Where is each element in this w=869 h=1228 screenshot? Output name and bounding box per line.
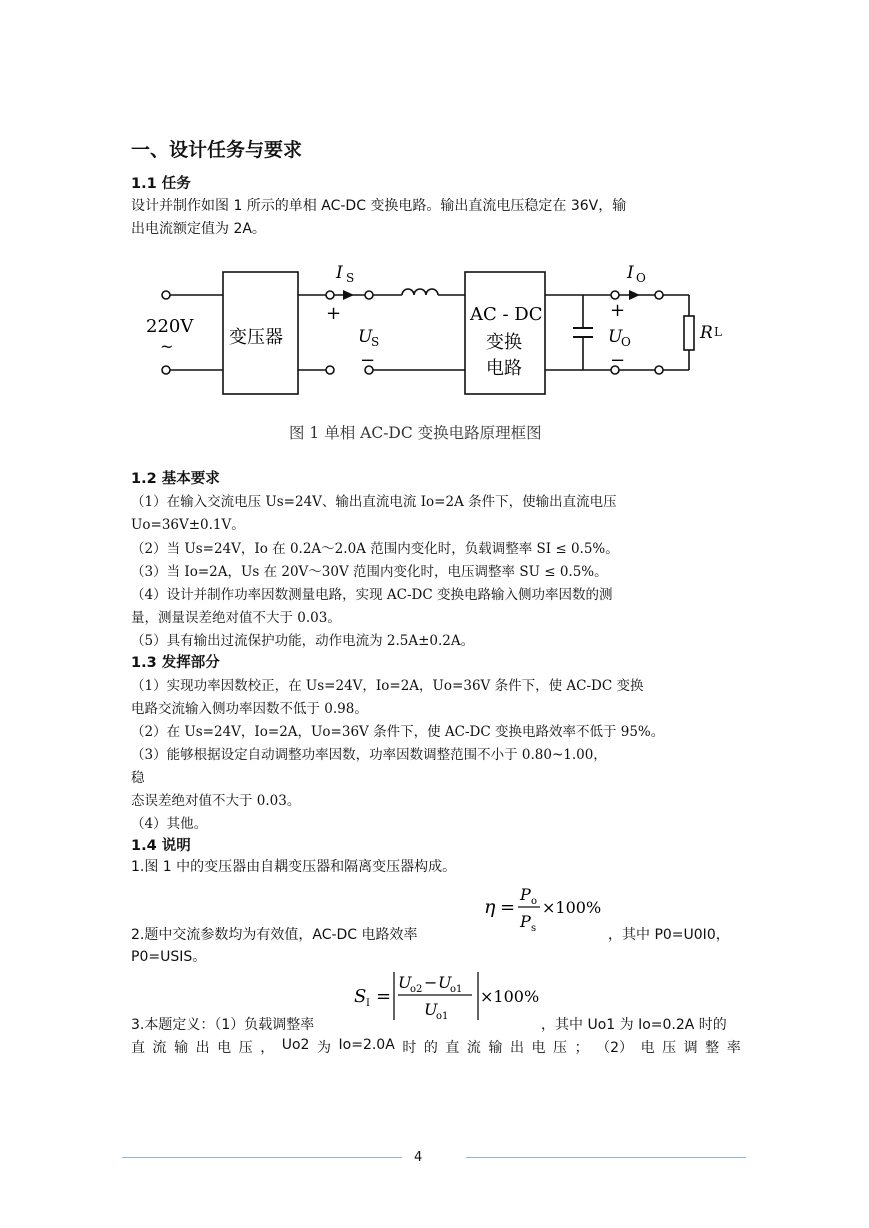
io-subscript: O [636, 271, 646, 285]
req-line: （3）当 Io=2A，Us 在 20V～30V 范围内变化时，电压调整率 SU ≤ 0.5%。 [131, 564, 608, 580]
acdc-line-3: 电路 [486, 358, 522, 379]
note-2-suffix: ，其中 P0=U0I0， [608, 927, 730, 943]
note-2-line-2: P0=USIS。 [131, 949, 207, 965]
is-label: I [336, 263, 343, 283]
ext-line: 稳 [131, 770, 145, 786]
ext-line: （2）在 Us=24V，Io=2A，Uo=36V 条件下，使 AC-DC 变换电路效率不低于 95%。 [131, 724, 665, 740]
svg-text:U: U [398, 973, 412, 992]
transformer-label: 变压器 [229, 327, 283, 348]
ext-line: （3）能够根据设定自动调整功率因数，功率因数调整范围不小于 0.80~1.00， [131, 747, 607, 763]
load-regulation-formula [352, 966, 544, 1026]
us-plus: + [326, 303, 342, 324]
rl-label: R [700, 323, 713, 343]
subsection-title-1-4: 1.4 说明 [131, 838, 191, 854]
svg-text:U: U [438, 973, 452, 992]
us-subscript: S [371, 335, 380, 349]
efficiency-formula [480, 880, 610, 938]
svg-text:U: U [424, 1000, 438, 1019]
note-3-text: 3.本题定义：（1）负载调整率 [131, 1017, 315, 1033]
is-subscript: S [346, 271, 355, 285]
task-line-1: 设计并制作如图 1 所示的单相 AC-DC 变换电路。输出直流电压稳定在 36V，输 [131, 198, 627, 214]
circuit-diagram [140, 258, 713, 403]
input-voltage-label: 220V [146, 316, 194, 337]
svg-text:S: S [354, 986, 367, 1007]
req-line: （4）设计并制作功率因数测量电路，实现 AC-DC 变换电路输入侧功率因数的测 [131, 587, 613, 603]
req-line: （2）当 Us=24V，Io 在 0.2A～2.0A 范围内变化时，负载调整率 SI ≤ 0.5%。 [131, 541, 619, 557]
note-3-line-2: 直 流 输 出 电 压 ， Uo2 为 Io=2.0A 时 的 直 流 输 出 电 压 ； （2） 电 压 调 整 率 [131, 1037, 741, 1056]
footer-rule-right [466, 1157, 746, 1158]
rl-subscript: L [714, 325, 722, 339]
svg-text:I: I [366, 998, 370, 1009]
uo-subscript: O [621, 335, 631, 349]
section-heading: 一、设计任务与要求 [131, 139, 303, 161]
note-2-text: 2.题中交流参数均为有效值，AC-DC 电路效率 [131, 927, 418, 943]
svg-text:=: = [500, 897, 516, 918]
svg-text:−: − [424, 973, 438, 992]
footer-rule-left [122, 1157, 402, 1158]
inductor [402, 289, 438, 295]
input-terminal-bottom [162, 366, 170, 374]
svg-text:o1: o1 [450, 984, 463, 995]
is-arrow [343, 290, 354, 300]
subsection-title-1-3: 1.3 发挥部分 [131, 655, 220, 671]
svg-text:o1: o1 [436, 1011, 449, 1022]
svg-text:P: P [520, 912, 531, 931]
task-line-2: 出电流额定值为 2A。 [131, 221, 266, 237]
io-label: I [627, 263, 634, 283]
input-terminal-top [162, 291, 170, 299]
note-3-suffix: ，其中 Uo1 为 Io=0.2A 时的 [541, 1017, 727, 1033]
svg-text:=: = [376, 986, 392, 1007]
ext-line: 态误差绝对值不大于 0.03。 [131, 793, 301, 809]
io-arrow [629, 290, 640, 300]
page-number: 4 [414, 1150, 423, 1165]
us-label: U [358, 327, 373, 347]
req-line: （1）在输入交流电压 Us=24V、输出直流电流 Io=2A 条件下，使输出直流电压 [131, 494, 617, 510]
note-1: 1.图 1 中的变压器由自耦变压器和隔离变压器构成。 [131, 859, 457, 875]
ac-symbol: ~ [160, 337, 174, 356]
svg-text:P: P [520, 885, 531, 904]
acdc-line-2: 变换 [486, 332, 522, 353]
ext-line: （4）其他。 [131, 816, 208, 832]
svg-text:η: η [484, 896, 496, 918]
ext-line: （1）实现功率因数校正，在 Us=24V，Io=2A，Uo=36V 条件下，使 AC-DC 变换 [131, 678, 644, 694]
svg-text:o2: o2 [410, 984, 423, 995]
svg-text:o: o [531, 896, 538, 907]
acdc-line-1: AC - DC [470, 304, 543, 325]
load-resistor [684, 316, 694, 350]
svg-text:×100%: ×100% [480, 987, 540, 1006]
us-minus: − [360, 350, 376, 371]
req-line: （5）具有输出过流保护功能，动作电流为 2.5A±0.2A。 [131, 633, 475, 649]
figure-caption: 图 1 单相 AC-DC 变换电路原理框图 [289, 424, 542, 442]
svg-text:×100%: ×100% [542, 898, 602, 917]
uo-label: U [608, 327, 623, 347]
svg-text:s: s [531, 923, 537, 934]
req-line: Uo=36V±0.1V。 [131, 517, 245, 533]
ext-line: 电路交流输入侧功率因数不低于 0.98。 [131, 701, 368, 717]
req-line: 量，测量误差绝对值不大于 0.03。 [131, 610, 341, 626]
subsection-title-1-2: 1.2 基本要求 [131, 471, 220, 487]
subsection-title-1-1: 1.1 任务 [131, 176, 191, 192]
uo-plus: + [610, 300, 626, 321]
uo-minus: − [610, 350, 626, 371]
